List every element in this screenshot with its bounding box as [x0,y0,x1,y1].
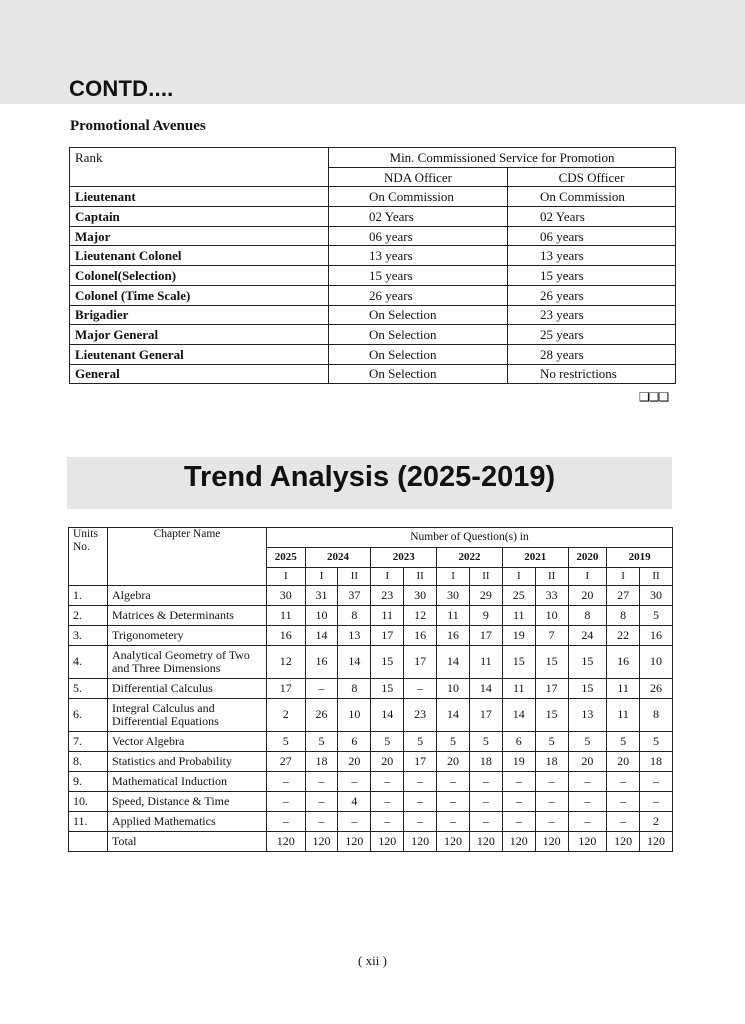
trend-chapter-name: Analytical Geometry of Two and Three Dimensions [108,646,267,679]
trend-value-cell: – [267,812,306,832]
trend-year-header: 2022 [437,548,503,568]
trend-value-cell: 30 [404,586,437,606]
trend-value-cell: 5 [640,606,673,626]
promo-nda-cell: On Selection [329,325,508,345]
trend-chapter-name: Speed, Distance & Time [108,792,267,812]
trend-chapter-name: Vector Algebra [108,732,267,752]
trend-value-cell: 15 [371,646,404,679]
trend-unit-no [69,832,108,852]
trend-chapter-name: Total [108,832,267,852]
trend-value-cell: 120 [502,832,535,852]
trend-value-cell: 8 [607,606,640,626]
trend-year-header: 2019 [607,548,673,568]
trend-value-cell: 120 [371,832,404,852]
trend-value-cell: 2 [640,812,673,832]
trend-value-cell: – [469,792,502,812]
trend-chapter-name: Matrices & Determinants [108,606,267,626]
trend-value-cell: – [305,679,338,699]
trend-unit-no: 9. [69,772,108,792]
trend-value-cell: – [371,772,404,792]
trend-value-cell: – [502,772,535,792]
trend-paper-header: II [535,568,568,586]
trend-row [69,606,673,626]
promo-rank-cell: Colonel(Selection) [70,266,329,286]
trend-value-cell: 16 [305,646,338,679]
trend-value-cell: 14 [502,699,535,732]
trend-analysis-title: Trend Analysis (2025-2019) [183,461,556,493]
promo-nda-cell: 02 Years [329,207,508,227]
trend-chapter-name: Integral Calculus and Differential Equations [108,699,267,732]
page-number: ( xii ) [358,953,387,968]
trend-value-cell: 16 [640,626,673,646]
trend-value-cell: 27 [607,586,640,606]
trend-value-cell: 15 [535,699,568,732]
trend-value-cell: 30 [437,586,470,606]
promo-nda-cell: 26 years [329,285,508,305]
contd-heading: CONTD.... [69,76,174,101]
trend-value-cell: – [640,792,673,812]
promo-nda-cell: On Selection [329,344,508,364]
promo-col-nda: NDA Officer [329,167,508,187]
trend-row [69,626,673,646]
trend-value-cell: 11 [437,606,470,626]
trend-value-cell: 15 [568,679,607,699]
trend-paper-header: I [437,568,470,586]
promotional-avenues-title: Promotional Avenues [70,118,206,134]
trend-value-cell: 15 [535,646,568,679]
trend-value-cell: 8 [338,606,371,626]
trend-value-cell: 25 [502,586,535,606]
trend-value-cell: – [371,812,404,832]
trend-value-cell: 17 [469,626,502,646]
trend-value-cell: 15 [371,679,404,699]
trend-value-cell: 20 [568,586,607,606]
trend-value-cell: – [535,812,568,832]
trend-row [69,646,673,679]
trend-value-cell: – [267,772,306,792]
promo-row [70,226,676,246]
trend-value-cell: 17 [404,646,437,679]
trend-value-cell: 120 [305,832,338,852]
promo-rank-cell: Lieutenant Colonel [70,246,329,266]
trend-row [69,792,673,812]
trend-value-cell: 5 [371,732,404,752]
trend-value-cell: 11 [502,679,535,699]
trend-value-cell: 11 [607,699,640,732]
trend-value-cell: 33 [535,586,568,606]
trend-value-cell: 13 [568,699,607,732]
promo-rank-cell: Major [70,226,329,246]
promo-cds-cell: 26 years [507,285,675,305]
trend-value-cell: 22 [607,626,640,646]
trend-row [69,732,673,752]
trend-row [69,699,673,732]
trend-unit-no: 10. [69,792,108,812]
trend-value-cell: 14 [437,699,470,732]
trend-value-cell: 30 [640,586,673,606]
trend-value-cell: 5 [437,732,470,752]
promo-row [70,187,676,207]
trend-value-cell: 10 [535,606,568,626]
promo-nda-cell: On Selection [329,305,508,325]
promo-nda-cell: 13 years [329,246,508,266]
promo-col-group: Min. Commissioned Service for Promotion [329,148,676,168]
promo-row [70,207,676,227]
trend-value-cell: 12 [267,646,306,679]
promo-col-cds: CDS Officer [507,167,675,187]
trend-paper-header: II [338,568,371,586]
trend-value-cell: 15 [502,646,535,679]
promo-nda-cell: On Selection [329,364,508,384]
trend-value-cell: 29 [469,586,502,606]
trend-chapter-name: Trigonometery [108,626,267,646]
trend-value-cell: 120 [640,832,673,852]
trend-row [69,586,673,606]
trend-value-cell: 18 [640,752,673,772]
promo-rank-cell: General [70,364,329,384]
trend-value-cell: 6 [338,732,371,752]
trend-value-cell: – [305,792,338,812]
promo-rank-cell: Captain [70,207,329,227]
trend-value-cell: – [607,812,640,832]
trend-unit-no: 1. [69,586,108,606]
trend-value-cell: 10 [305,606,338,626]
trend-value-cell: – [437,792,470,812]
promo-cds-cell: 02 Years [507,207,675,227]
promo-row [70,364,676,384]
trend-value-cell: – [469,812,502,832]
trend-paper-header: I [502,568,535,586]
trend-row [69,772,673,792]
trend-value-cell: 2 [267,699,306,732]
trend-value-cell: – [404,679,437,699]
promotional-avenues-table [69,147,676,384]
trend-value-cell: 120 [607,832,640,852]
trend-value-cell: 12 [404,606,437,626]
trend-value-cell: 26 [640,679,673,699]
trend-row [69,832,673,852]
trend-value-cell: – [404,812,437,832]
trend-value-cell: 8 [640,699,673,732]
trend-paper-header: II [469,568,502,586]
trend-value-cell: 16 [404,626,437,646]
promo-rank-cell: Major General [70,325,329,345]
trend-value-cell: 20 [371,752,404,772]
trend-value-cell: 24 [568,626,607,646]
trend-value-cell: 120 [404,832,437,852]
promo-row [70,266,676,286]
promo-cds-cell: 13 years [507,246,675,266]
trend-value-cell: – [607,792,640,812]
trend-value-cell: 27 [267,752,306,772]
trend-value-cell: 11 [267,606,306,626]
trend-unit-no: 2. [69,606,108,626]
trend-value-cell: 120 [437,832,470,852]
trend-row [69,679,673,699]
trend-value-cell: 11 [607,679,640,699]
trend-year-header: 2025 [267,548,306,568]
trend-chapter-name: Differential Calculus [108,679,267,699]
promo-header-row [70,148,676,168]
trend-value-cell: 17 [267,679,306,699]
trend-value-cell: 20 [568,752,607,772]
trend-value-cell: 120 [568,832,607,852]
promo-rank-cell: Lieutenant [70,187,329,207]
trend-value-cell: – [535,792,568,812]
trend-chapter-name: Algebra [108,586,267,606]
trend-value-cell: 20 [338,752,371,772]
trend-unit-no: 4. [69,646,108,679]
promo-cds-cell: No restrictions [507,364,675,384]
promo-nda-cell: On Commission [329,187,508,207]
trend-value-cell: 8 [338,679,371,699]
trend-value-cell: 5 [568,732,607,752]
promo-nda-cell: 06 years [329,226,508,246]
trend-value-cell: 6 [502,732,535,752]
trend-value-cell: – [371,792,404,812]
promo-rank-cell: Brigadier [70,305,329,325]
promo-cds-cell: On Commission [507,187,675,207]
trend-chapter-name: Mathematical Induction [108,772,267,792]
promo-row [70,285,676,305]
trend-value-cell: 7 [535,626,568,646]
trend-unit-no: 3. [69,626,108,646]
trend-unit-no: 7. [69,732,108,752]
trend-row [69,752,673,772]
trend-paper-header: I [305,568,338,586]
trend-value-cell: – [404,772,437,792]
trend-value-cell: 120 [267,832,306,852]
trend-value-cell: – [338,772,371,792]
promo-rank-cell: Lieutenant General [70,344,329,364]
promo-cds-cell: 28 years [507,344,675,364]
trend-value-cell: 23 [371,586,404,606]
trend-value-cell: 10 [640,646,673,679]
trend-value-cell: 5 [607,732,640,752]
promo-cds-cell: 25 years [507,325,675,345]
trend-value-cell: 5 [267,732,306,752]
trend-value-cell: 18 [535,752,568,772]
trend-paper-header: II [640,568,673,586]
trend-value-cell: 14 [305,626,338,646]
trend-value-cell: 13 [338,626,371,646]
trend-value-cell: 11 [469,646,502,679]
trend-paper-header: I [267,568,306,586]
trend-value-cell: 23 [404,699,437,732]
trend-value-cell: 10 [338,699,371,732]
trend-col-chapter: Chapter Name [108,528,267,586]
trend-value-cell: 15 [568,646,607,679]
trend-value-cell: – [437,812,470,832]
promo-row [70,325,676,345]
trend-value-cell: – [568,772,607,792]
trend-unit-no: 11. [69,812,108,832]
trend-chapter-name: Statistics and Probability [108,752,267,772]
trend-value-cell: 14 [371,699,404,732]
trend-value-cell: 37 [338,586,371,606]
trend-value-cell: 11 [502,606,535,626]
trend-value-cell: 18 [305,752,338,772]
trend-value-cell: – [267,792,306,812]
trend-value-cell: 17 [469,699,502,732]
trend-unit-no: 8. [69,752,108,772]
trend-unit-no: 6. [69,699,108,732]
trend-header-row [69,528,673,548]
trend-paper-header: I [607,568,640,586]
trend-value-cell: 17 [535,679,568,699]
trend-year-header: 2020 [568,548,607,568]
trend-value-cell: 5 [305,732,338,752]
trend-value-cell: 120 [469,832,502,852]
trend-value-cell: 26 [305,699,338,732]
trend-year-header: 2021 [502,548,568,568]
trend-value-cell: 5 [535,732,568,752]
trend-value-cell: – [305,812,338,832]
trend-value-cell: 17 [404,752,437,772]
trend-value-cell: 20 [437,752,470,772]
trend-chapter-name: Applied Mathematics [108,812,267,832]
trend-value-cell: 18 [469,752,502,772]
trend-year-header: 2024 [305,548,371,568]
trend-value-cell: – [502,812,535,832]
trend-row [69,812,673,832]
trend-value-cell: 16 [607,646,640,679]
trend-value-cell: – [568,792,607,812]
trend-analysis-table [68,527,673,852]
trend-value-cell: 10 [437,679,470,699]
trend-value-cell: – [338,812,371,832]
trend-value-cell: 5 [469,732,502,752]
trend-value-cell: 19 [502,626,535,646]
trend-value-cell: 5 [640,732,673,752]
trend-unit-no: 5. [69,679,108,699]
trend-value-cell: – [502,792,535,812]
trend-value-cell: 17 [371,626,404,646]
promo-nda-cell: 15 years [329,266,508,286]
promo-col-rank: Rank [70,148,329,187]
trend-value-cell: 30 [267,586,306,606]
section-end-mark: ❑❑❑ [639,390,669,404]
trend-year-header: 2023 [371,548,437,568]
trend-value-cell: 31 [305,586,338,606]
promo-cds-cell: 15 years [507,266,675,286]
trend-value-cell: – [607,772,640,792]
trend-col-units: Units No. [69,528,108,586]
trend-value-cell: 9 [469,606,502,626]
trend-paper-header: I [568,568,607,586]
trend-value-cell: – [469,772,502,792]
trend-value-cell: 14 [338,646,371,679]
trend-value-cell: – [404,792,437,812]
promo-cds-cell: 06 years [507,226,675,246]
trend-col-group: Number of Question(s) in [267,528,673,548]
trend-value-cell: 120 [338,832,371,852]
promo-rank-cell: Colonel (Time Scale) [70,285,329,305]
trend-value-cell: – [640,772,673,792]
trend-value-cell: – [437,772,470,792]
trend-value-cell: 16 [437,626,470,646]
trend-paper-header: II [404,568,437,586]
trend-value-cell: – [568,812,607,832]
trend-value-cell: 16 [267,626,306,646]
promo-row [70,246,676,266]
promo-row [70,305,676,325]
trend-value-cell: 14 [469,679,502,699]
trend-value-cell: 4 [338,792,371,812]
trend-value-cell: 120 [535,832,568,852]
trend-value-cell: 5 [404,732,437,752]
trend-value-cell: – [535,772,568,792]
trend-value-cell: 8 [568,606,607,626]
trend-value-cell: 14 [437,646,470,679]
trend-value-cell: 20 [607,752,640,772]
promo-cds-cell: 23 years [507,305,675,325]
trend-value-cell: – [305,772,338,792]
trend-value-cell: 11 [371,606,404,626]
trend-paper-header: I [371,568,404,586]
promo-row [70,344,676,364]
trend-value-cell: 19 [502,752,535,772]
